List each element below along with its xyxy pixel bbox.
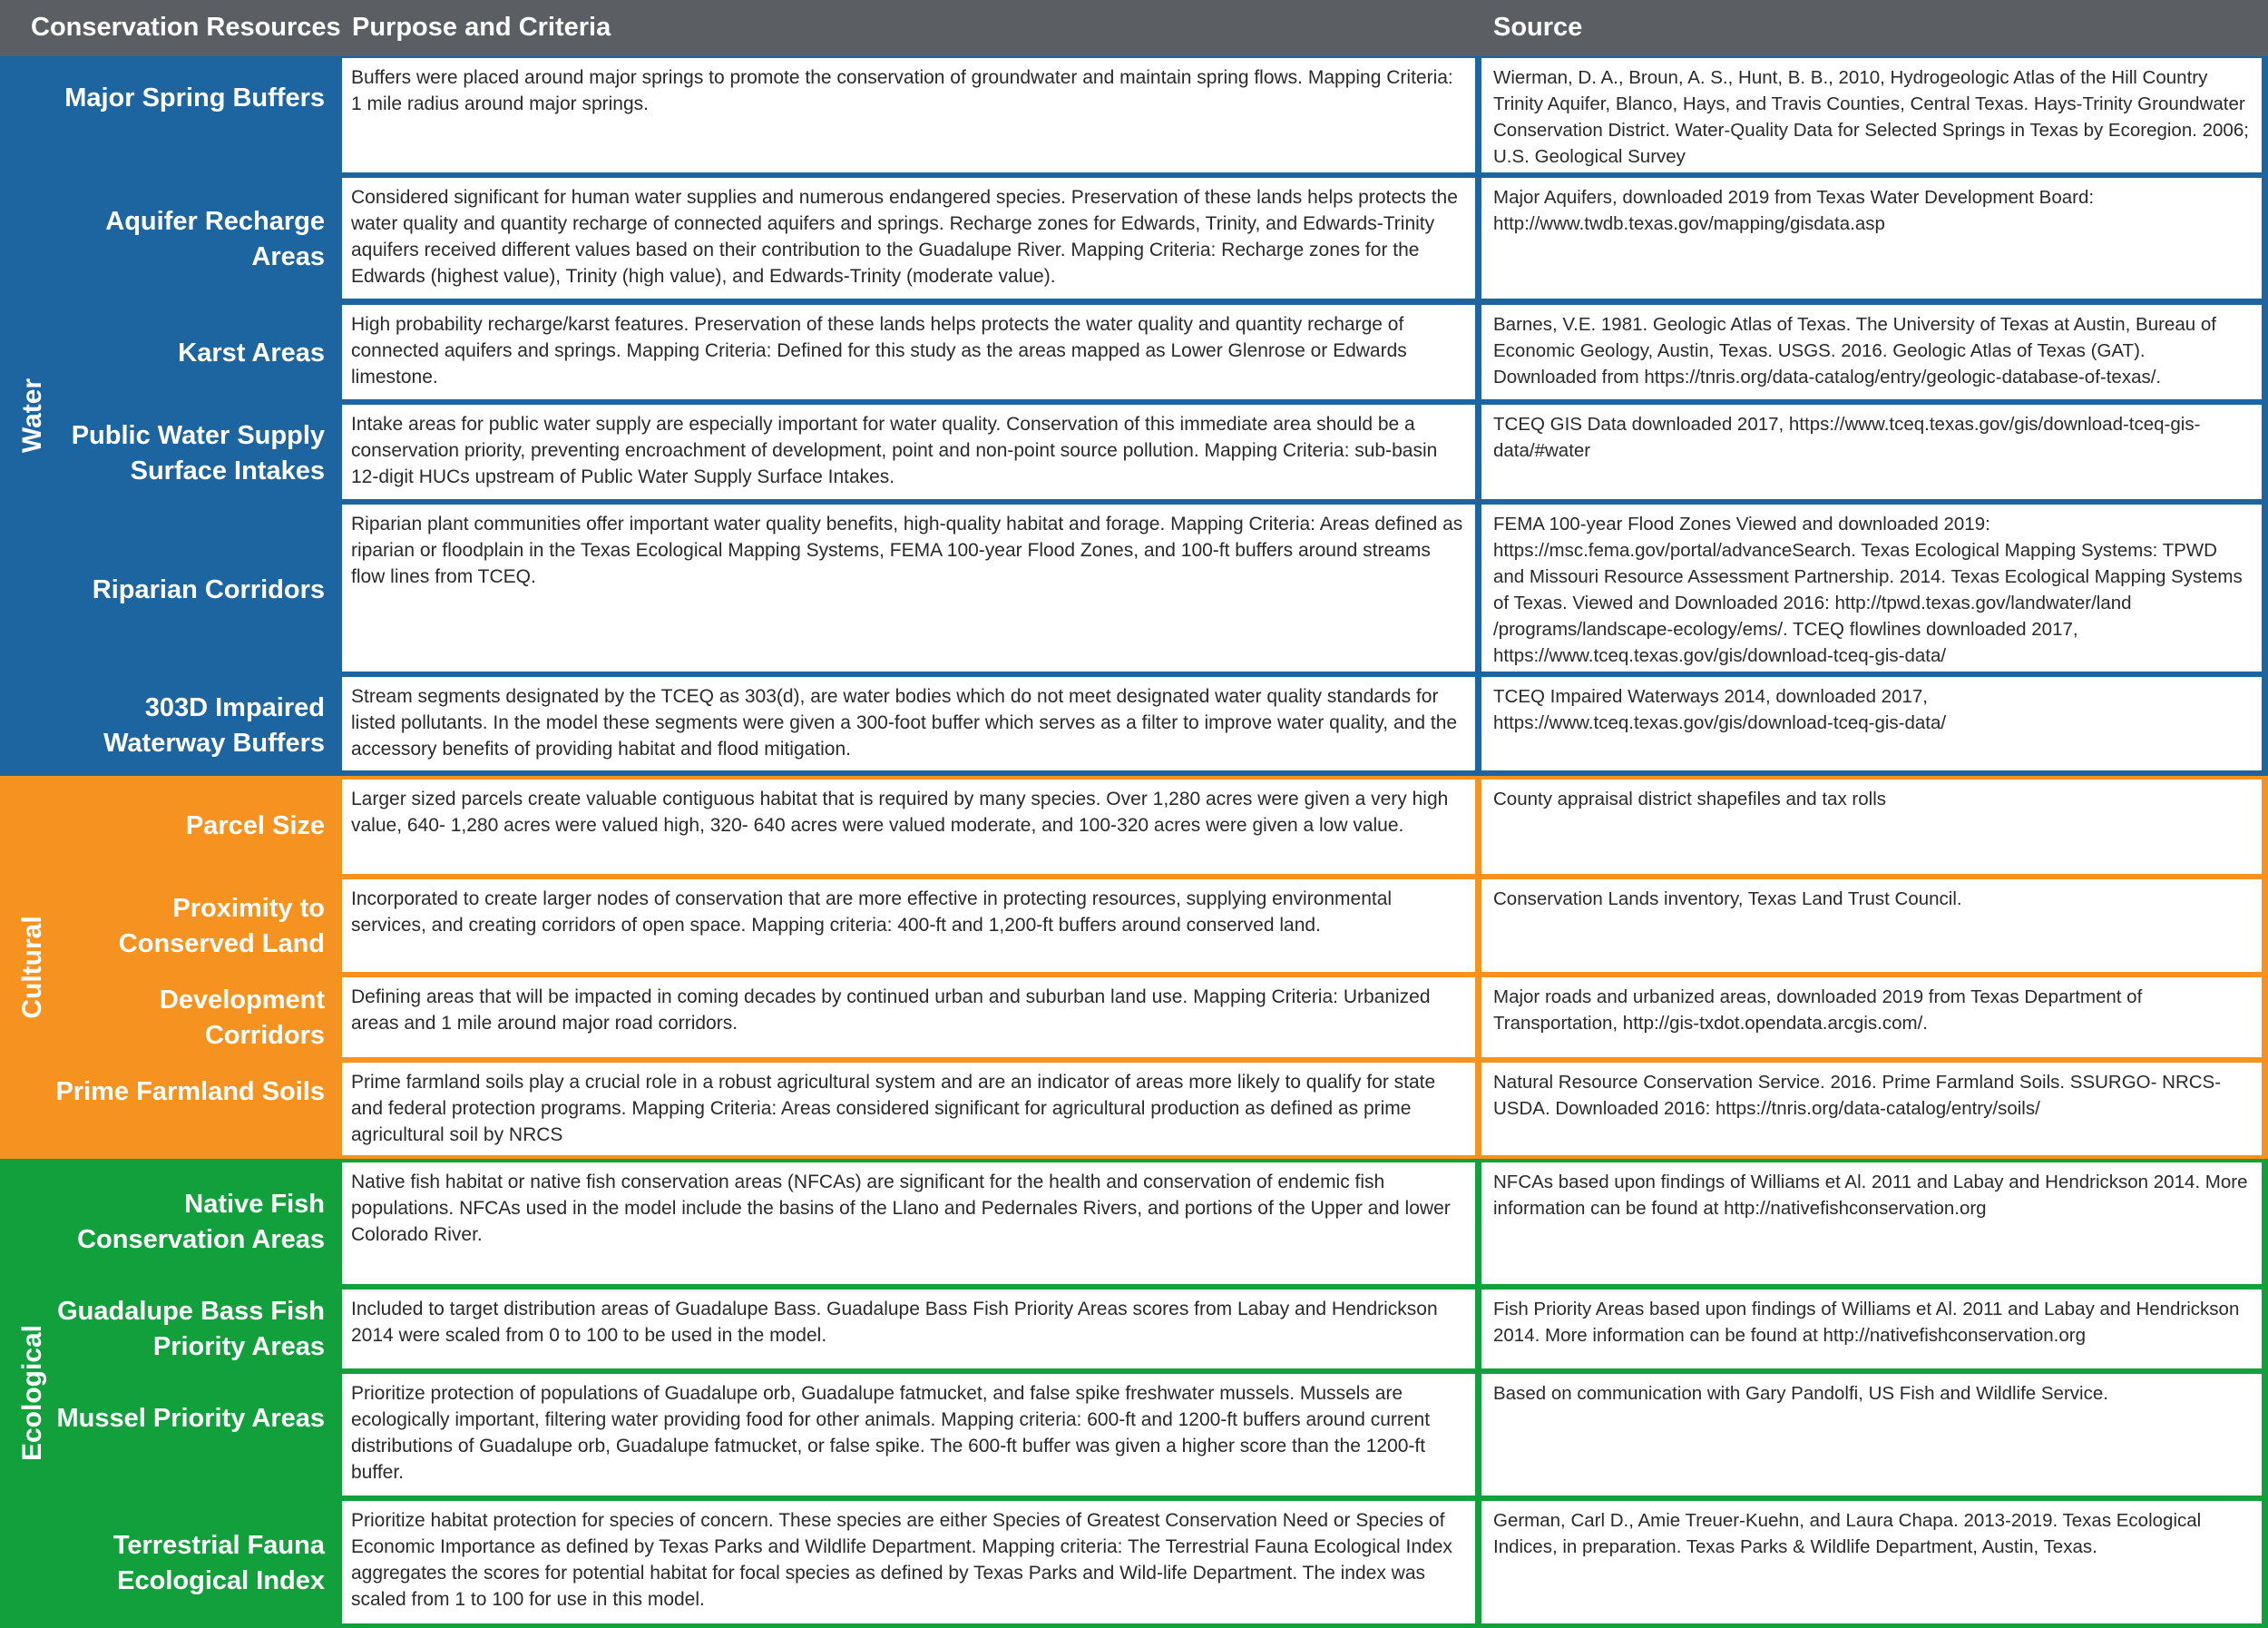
purpose-cell: Prioritize protection of populations of Guadalupe orb, Guadalupe fatmucket, and false spike freshwater mussels. Mussels are ecologically important, filtering water providing food for other animals. Mapping criteria: 600-ft and 1200-ft buffers around current distributions of Guadalupe orb, Guadalupe fatmucket, or false spike. The 600-ft buffer was given a higher score than the 1200-ft buffer. [342,1374,1475,1496]
category-ecological: Ecological [17,1324,47,1462]
purpose-cell: Prioritize habitat protection for species of concern. These species are either Species of Greatest Conservation Need or Species of Economic Importance as defined by Texas Parks and Wildlife Department. Mapping criteria: The Terrestrial Fauna Ecological Index aggregates the scores for potential habitat for focal species as defined by Texas Parks and Wild-life Department. The index was scaled from 1 to 100 for use in this model. [342,1501,1475,1623]
purpose-cell: Larger sized parcels create valuable contiguous habitat that is required by many species. Over 1,280 acres were given a very high value, 640- 1,280 acres were valued high, 320- 640 acres were valued moderate, and 100-320 acres were given a low value. [342,780,1475,874]
resource-name: Guadalupe Bass Fish Priority Areas [57,1297,325,1361]
source-cell: Barnes, V.E. 1981. Geologic Atlas of Texas. The University of Texas at Austin, Bureau of Economic Geology, Austin, Texas. USGS. 2016. Geologic Atlas of Texas (GAT). Downloaded from https://tnris.org/data-catalog/entry/geologic-database-of-texas/. [1481,305,2262,399]
purpose-cell: Incorporated to create larger nodes of conservation that are more effective in protecting resources, supplying environmental services, and creating corridors of open space. Mapping criteria: 400-ft and 1,200-ft buffers around conserved land. [342,879,1475,972]
resource-name: Karst Areas [178,338,325,368]
source-cell: Major roads and urbanized areas, downloaded 2019 from Texas Department of Transportation, http://gis-txdot.opendata.arcgis.com/. [1481,977,2262,1057]
header-conservation-resources: Conservation Resources [31,13,341,42]
resource-name: Riparian Corridors [92,575,325,604]
resource-name: Aquifer Recharge Areas [105,207,325,271]
purpose-cell: Intake areas for public water supply are especially important for water quality. Conservation of this immediate area should be a conservation priority, preventing encroachment of development, point and non-point source pollution. Mapping Criteria: sub-basin 12-digit HUCs upstream of Public Water Supply Surface Intakes. [342,405,1475,499]
source-cell: FEMA 100-year Flood Zones Viewed and downloaded 2019: https://msc.fema.gov/portal/advanceSearch. Texas Ecological Mapping Systems: TPWD and Missouri Resource Assessment Partnership. 2014. Texas Ecological Mapping Systems of Texas. Viewed and Downloaded 2016: http://tpwd.texas.gov/landwater/land /programs/landscape-ecology/ems/. TCEQ flowlines downloaded 2017, https://www.tceq.texas.gov/gis/download-tceq-gis-data/ [1481,505,2262,672]
source-cell: Major Aquifers, downloaded 2019 from Texas Water Development Board: http://www.twdb.texas.gov/mapping/gisdata.asp [1481,178,2262,299]
source-cell: NFCAs based upon findings of Williams et Al. 2011 and Labay and Hendrickson 2014. More information can be found at http://nativefishconservation.org [1481,1162,2262,1284]
resource-name: Terrestrial Fauna Ecological Index [112,1531,325,1595]
resource-name: Mussel Priority Areas [56,1404,325,1433]
resource-name: Public Water Supply Surface Intakes [71,421,325,485]
purpose-cell: Native fish habitat or native fish conservation areas (NFCAs) are significant for the health and conservation of endemic fish populations. NFCAs used in the model include the basins of the Llano and Pedernales Rivers, and portions of the Upper and lower Colorado River. [342,1162,1475,1284]
category-water: Water [17,378,47,454]
source-cell: County appraisal district shapefiles and tax rolls [1481,780,2262,874]
purpose-cell: Prime farmland soils play a crucial role in a robust agricultural system and are an indicator of areas more likely to qualify for state and federal protection programs. Mapping Criteria: Areas considered significant for agricultural production as defined as prime agricultural soil by NRCS [342,1063,1475,1155]
purpose-cell: Buffers were placed around major springs to promote the conservation of groundwater and maintain spring flows. Mapping Criteria: 1 mile radius around major springs. [342,58,1475,172]
purpose-cell: Stream segments designated by the TCEQ as 303(d), are water bodies which do not meet designated water quality standards for listed pollutants. In the model these segments were given a 300-foot buffer which serves as a filter to improve water quality, and the accessory benefits of providing habitat and flood mitigation. [342,677,1475,770]
source-cell: Fish Priority Areas based upon findings of Williams et Al. 2011 and Labay and Hendrickson 2014. More information can be found at http://nativefishconservation.org [1481,1290,2262,1368]
resource-name: 303D Impaired Waterway Buffers [103,693,325,758]
resource-name: Native Fish Conservation Areas [77,1190,325,1254]
source-cell: Conservation Lands inventory, Texas Land Trust Council. [1481,879,2262,972]
source-cell: Wierman, D. A., Broun, A. S., Hunt, B. B., 2010, Hydrogeologic Atlas of the Hill Country Trinity Aquifer, Blanco, Hays, and Travis Counties, Central Texas. Hays-Trinity Groundwater Conservation District. Water-Quality Data for Selected Springs in Texas by Ecoregion. 2006; U.S. Geological Survey [1481,58,2262,172]
purpose-cell: Included to target distribution areas of Guadalupe Bass. Guadalupe Bass Fish Priority Areas scores from Labay and Hendrickson 2014 were scaled from 0 to 100 to be used in the model. [342,1290,1475,1368]
source-cell: TCEQ Impaired Waterways 2014, downloaded 2017, https://www.tceq.texas.gov/gis/download-tceq-gis-data/ [1481,677,2262,770]
resource-name: Major Spring Buffers [64,83,325,113]
source-cell: TCEQ GIS Data downloaded 2017, https://www.tceq.texas.gov/gis/download-tceq-gis-data/#water [1481,405,2262,499]
header-source: Source [1493,13,1583,42]
source-cell: Based on communication with Gary Pandolfi, US Fish and Wildlife Service. [1481,1374,2262,1496]
source-cell: Natural Resource Conservation Service. 2016. Prime Farmland Soils. SSURGO- NRCS-USDA. Downloaded 2016: https://tnris.org/data-catalog/entry/soils/ [1481,1063,2262,1155]
resource-name: Development Corridors [159,986,325,1050]
purpose-cell: Considered significant for human water supplies and numerous endangered species. Preservation of these lands helps protects the water quality and quantity recharge of connected aquifers and springs. Recharge zones for Edwards, Trinity, and Edwards-Trinity aquifers received different values based on their contribution to the Guadalupe River. Mapping Criteria: Recharge zones for the Edwards (highest value), Trinity (high value), and Edwards-Trinity (moderate value). [342,178,1475,299]
header-purpose-criteria: Purpose and Criteria [352,13,611,42]
resource-name: Parcel Size [185,811,325,840]
table-header [0,0,2268,56]
resource-name: Prime Farmland Soils [55,1077,325,1106]
category-cultural: Cultural [17,916,47,1019]
purpose-cell: Defining areas that will be impacted in coming decades by continued urban and suburban land use. Mapping Criteria: Urbanized areas and 1 mile around major road corridors. [342,977,1475,1057]
resource-name: Proximity to Conserved Land [118,894,325,958]
purpose-cell: Riparian plant communities offer important water quality benefits, high-quality habitat and forage. Mapping Criteria: Areas defined as riparian or floodplain in the Texas Ecological Mapping Systems, FEMA 100-year Flood Zones, and 100-ft buffers around streams flow lines from TCEQ. [342,505,1475,672]
source-cell: German, Carl D., Amie Treuer-Kuehn, and Laura Chapa. 2013-2019. Texas Ecological Indices, in preparation. Texas Parks & Wildlife Department, Austin, Texas. [1481,1501,2262,1623]
purpose-cell: High probability recharge/karst features. Preservation of these lands helps protects the water quality and quantity recharge of connected aquifers and springs. Mapping Criteria: Defined for this study as the areas mapped as Lower Glenrose or Edwards limestone. [342,305,1475,399]
